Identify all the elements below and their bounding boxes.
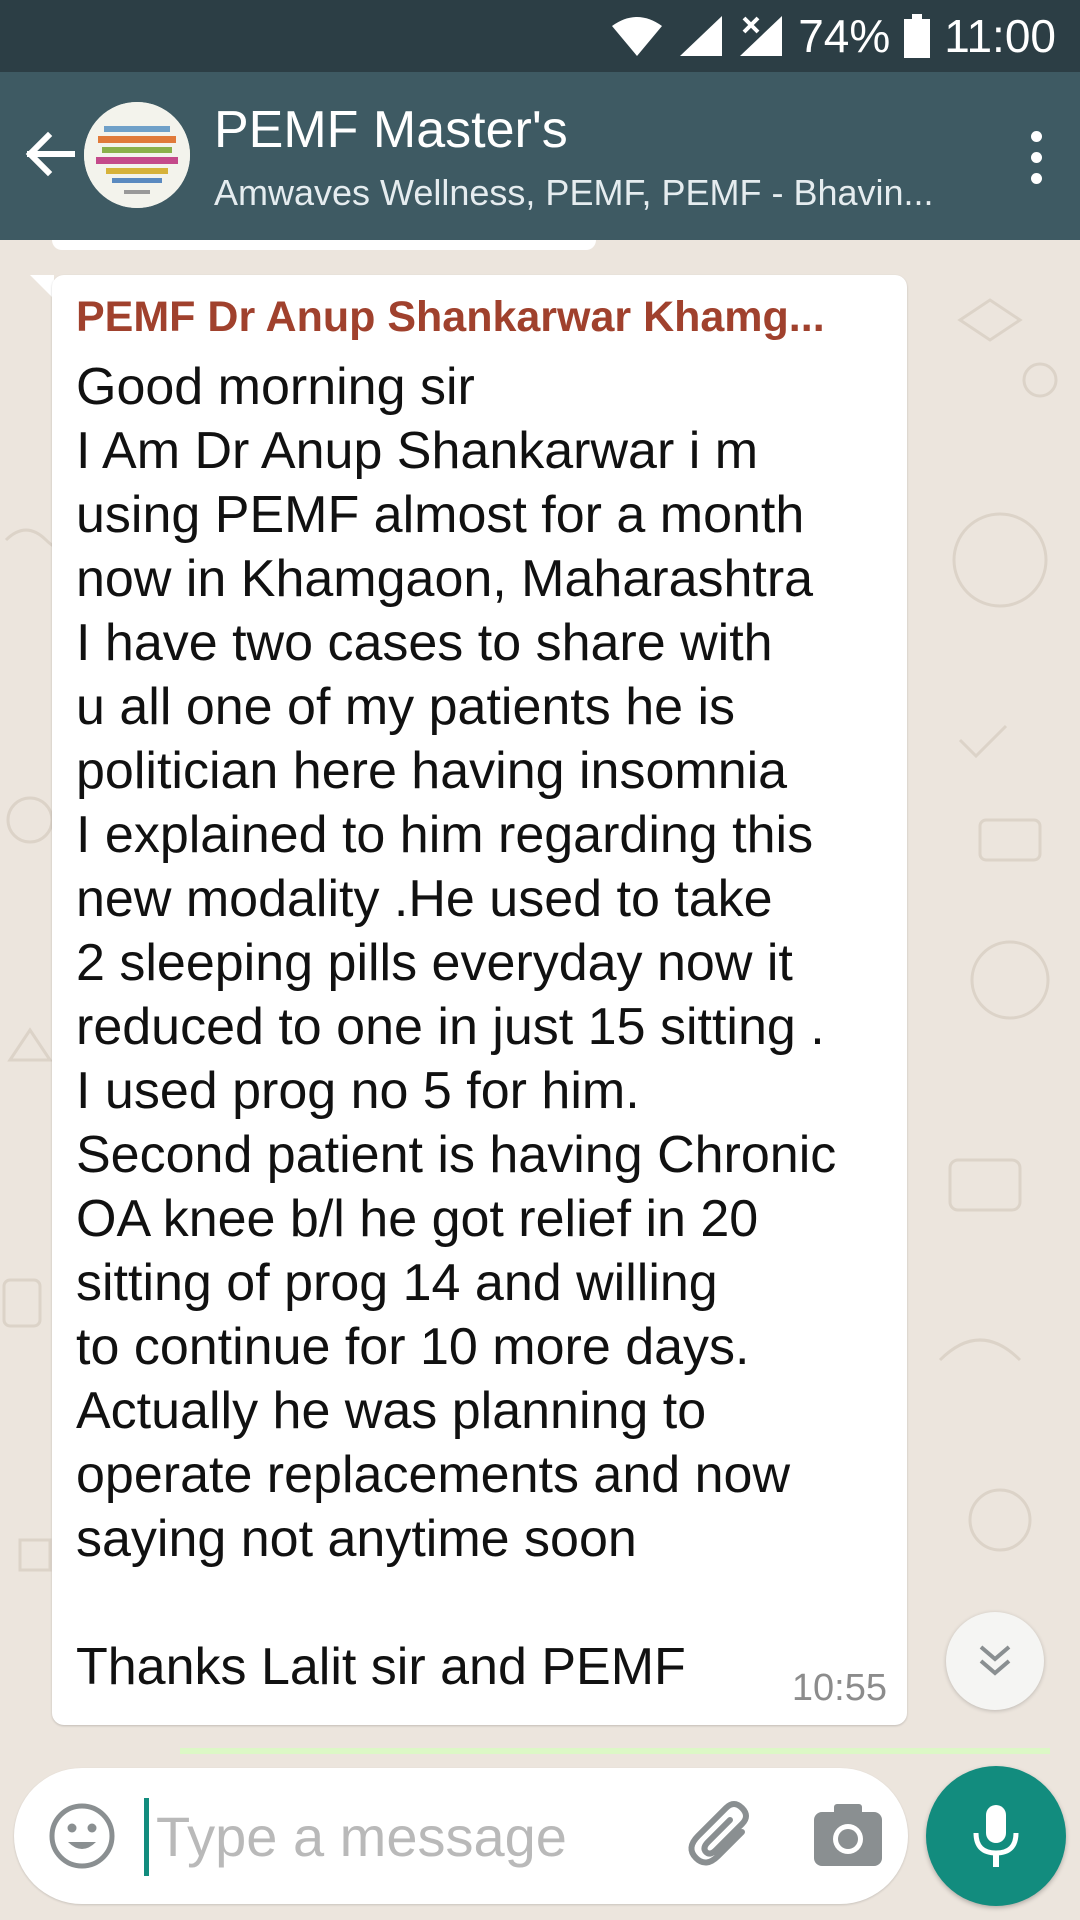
chat-participants[interactable]: Amwaves Wellness, PEMF, PEMF - Bhavin... <box>214 172 934 213</box>
more-vert-dot <box>1031 152 1042 163</box>
bubble-tail <box>30 275 54 299</box>
message-line: I have two cases to share with <box>76 614 773 672</box>
message-input[interactable] <box>156 1790 616 1882</box>
signal-no-data-icon <box>738 14 784 58</box>
message-line: OA knee b/l he got relief in 20 <box>76 1190 759 1248</box>
message-line: to continue for 10 more days. <box>76 1318 750 1376</box>
word-cloud-logo <box>84 102 190 208</box>
clock: 11:00 <box>944 10 1056 62</box>
chevron-double-down-icon <box>973 1639 1017 1683</box>
message-line: I used prog no 5 for him. <box>76 1062 640 1120</box>
back-button[interactable] <box>14 118 86 190</box>
message-line: I Am Dr Anup Shankarwar i m <box>76 422 759 480</box>
chat-header <box>0 72 1080 240</box>
more-vert-dot <box>1031 173 1042 184</box>
signal-icon <box>678 14 724 58</box>
arrow-left-icon <box>22 126 78 182</box>
message-line: Actually he was planning to <box>76 1382 707 1440</box>
text-cursor <box>144 1798 149 1876</box>
group-avatar[interactable] <box>84 102 190 208</box>
message-line: operate replacements and now <box>76 1446 791 1504</box>
message-line: new modality .He used to take <box>76 870 773 928</box>
message-line: politician here having insomnia <box>76 742 788 800</box>
message-bubble[interactable] <box>52 275 907 1725</box>
more-vert-icon <box>1031 131 1042 142</box>
message-line: Good morning sir <box>76 358 475 416</box>
status-icons <box>610 8 1056 64</box>
message-line: Thanks Lalit sir and PEMF <box>76 1638 686 1696</box>
paperclip-icon[interactable] <box>684 1796 764 1876</box>
message-line: reduced to one in just 15 sitting . <box>76 998 825 1056</box>
message-line: u all one of my patients he is <box>76 678 736 736</box>
message-line: I explained to him regarding this <box>76 806 814 864</box>
battery-percent: 74% <box>798 10 891 62</box>
previous-message-bubble-edge <box>52 240 596 250</box>
message-line: sitting of prog 14 and willing <box>76 1254 718 1312</box>
overflow-menu-button[interactable] <box>1006 122 1066 192</box>
message-line: 2 sleeping pills everyday now it <box>76 934 793 992</box>
status-bar <box>0 0 1080 72</box>
sender-name[interactable]: PEMF Dr Anup Shankarwar Khamg... <box>76 293 825 341</box>
battery-icon <box>904 14 930 58</box>
wifi-icon <box>610 14 664 58</box>
typing-indicator-strip <box>180 1748 1050 1754</box>
smiley-icon[interactable] <box>44 1798 120 1874</box>
message-composer <box>14 1768 908 1904</box>
message-line: using PEMF almost for a month <box>76 486 805 544</box>
message-line: Second patient is having Chronic <box>76 1126 837 1184</box>
message-timestamp: 10:55 <box>791 1667 887 1709</box>
camera-icon[interactable] <box>810 1798 886 1874</box>
message-line: saying not anytime soon <box>76 1510 637 1568</box>
chat-title[interactable]: PEMF Master's <box>214 101 568 159</box>
message-line: now in Khamgaon, Maharashtra <box>76 550 814 608</box>
voice-record-button[interactable] <box>926 1766 1066 1906</box>
scroll-to-bottom-button[interactable] <box>946 1612 1044 1710</box>
mic-icon <box>968 1801 1024 1871</box>
